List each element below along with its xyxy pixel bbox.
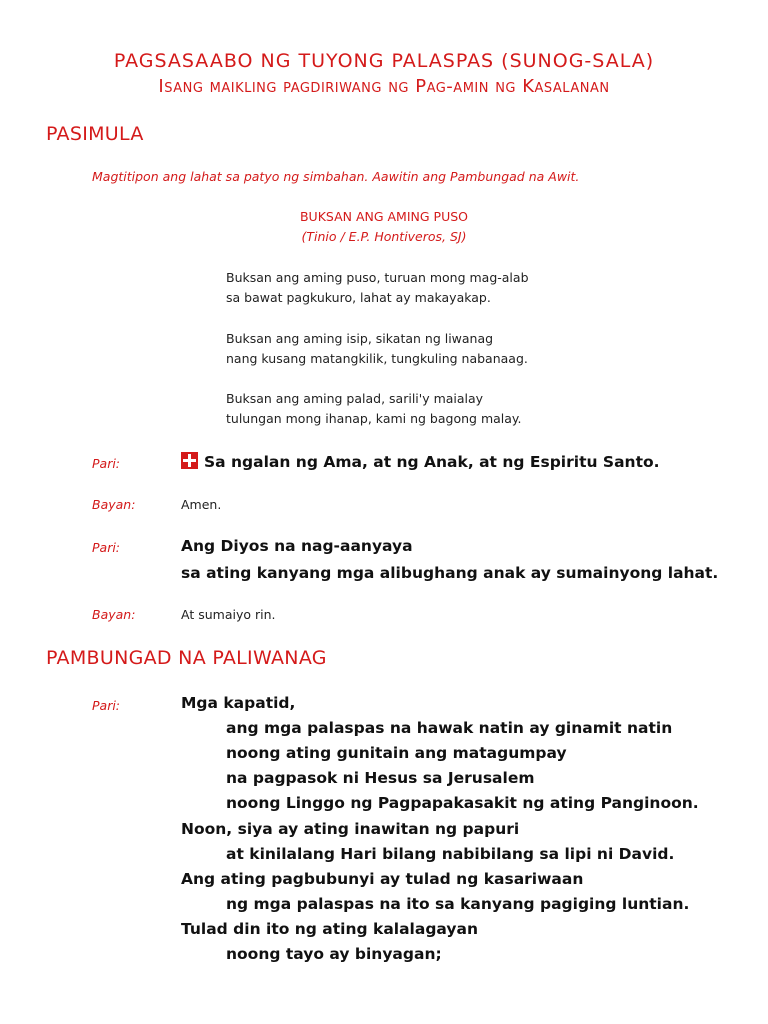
verse-line: Buksan ang aming palad, sarili'y maialay	[226, 391, 484, 406]
song-stanza	[226, 389, 522, 429]
pari-line: sa ating kanyang mga alibughang anak ay sumainyong lahat.	[181, 564, 719, 582]
line-text: Sa ngalan ng Ama, at ng Anak, at ng Espiritu Santo.	[204, 453, 660, 471]
song-stanza	[226, 329, 528, 369]
verse-line: Buksan ang aming isip, sikatan ng liwanag	[226, 331, 494, 346]
explanation-line: noong ating gunitain ang matagumpay	[226, 744, 567, 762]
pari-line: Ang Diyos na nag-aanyaya	[181, 537, 413, 555]
speaker-label-pari: Pari:	[92, 698, 121, 713]
rubric-text: Magtitipon ang lahat sa patyo ng simbahan. Aawitin ang Pambungad na Awit.	[92, 169, 580, 184]
song-stanza	[226, 268, 529, 308]
speaker-label-bayan: Bayan:	[92, 607, 136, 622]
explanation-line: noong Linggo ng Pagpapakasakit ng ating Panginoon.	[226, 794, 699, 812]
song-credit: (Tinio / E.P. Hontiveros, SJ)	[301, 229, 467, 244]
speaker-label-bayan: Bayan:	[92, 497, 136, 512]
song-title: BUKSAN ANG AMING PUSO	[299, 209, 469, 224]
document-subtitle: Isang maikling pagdiriwang ng Pag-amin ng Kasalanan	[158, 76, 610, 97]
pari-line	[181, 452, 660, 471]
section-heading-pambungad: PAMBUNGAD NA PALIWANAG	[46, 647, 327, 669]
explanation-line: Noon, siya ay ating inawitan ng papuri	[181, 820, 520, 838]
bayan-response: At sumaiyo rin.	[181, 607, 276, 622]
speaker-label-pari: Pari:	[92, 456, 121, 471]
explanation-line: Tulad din ito ng ating kalalagayan	[181, 920, 478, 938]
document-title: PAGSASAABO NG TUYONG PALASPAS (SUNOG-SALA)	[113, 50, 655, 72]
section-heading-pasimula: PASIMULA	[46, 123, 144, 145]
bayan-response: Amen.	[181, 497, 222, 512]
cross-icon	[181, 452, 198, 469]
speaker-label-pari: Pari:	[92, 540, 121, 555]
explanation-line: ang mga palaspas na hawak natin ay ginamit natin	[226, 719, 673, 737]
explanation-line: ng mga palaspas na ito sa kanyang pagiging luntian.	[226, 895, 690, 913]
explanation-line: Ang ating pagbubunyi ay tulad ng kasariwaan	[181, 870, 584, 888]
explanation-line: Mga kapatid,	[181, 694, 296, 712]
explanation-line: na pagpasok ni Hesus sa Jerusalem	[226, 769, 535, 787]
verse-line: sa bawat pagkukuro, lahat ay makayakap.	[226, 290, 491, 305]
verse-line: tulungan mong ihanap, kami ng bagong malay.	[226, 411, 522, 426]
explanation-line: at kinilalang Hari bilang nabibilang sa lipi ni David.	[226, 845, 675, 863]
explanation-line: noong tayo ay binyagan;	[226, 945, 442, 963]
verse-line: Buksan ang aming puso, turuan mong mag-alab	[226, 270, 529, 285]
verse-line: nang kusang matangkilik, tungkuling nabanaag.	[226, 351, 528, 366]
